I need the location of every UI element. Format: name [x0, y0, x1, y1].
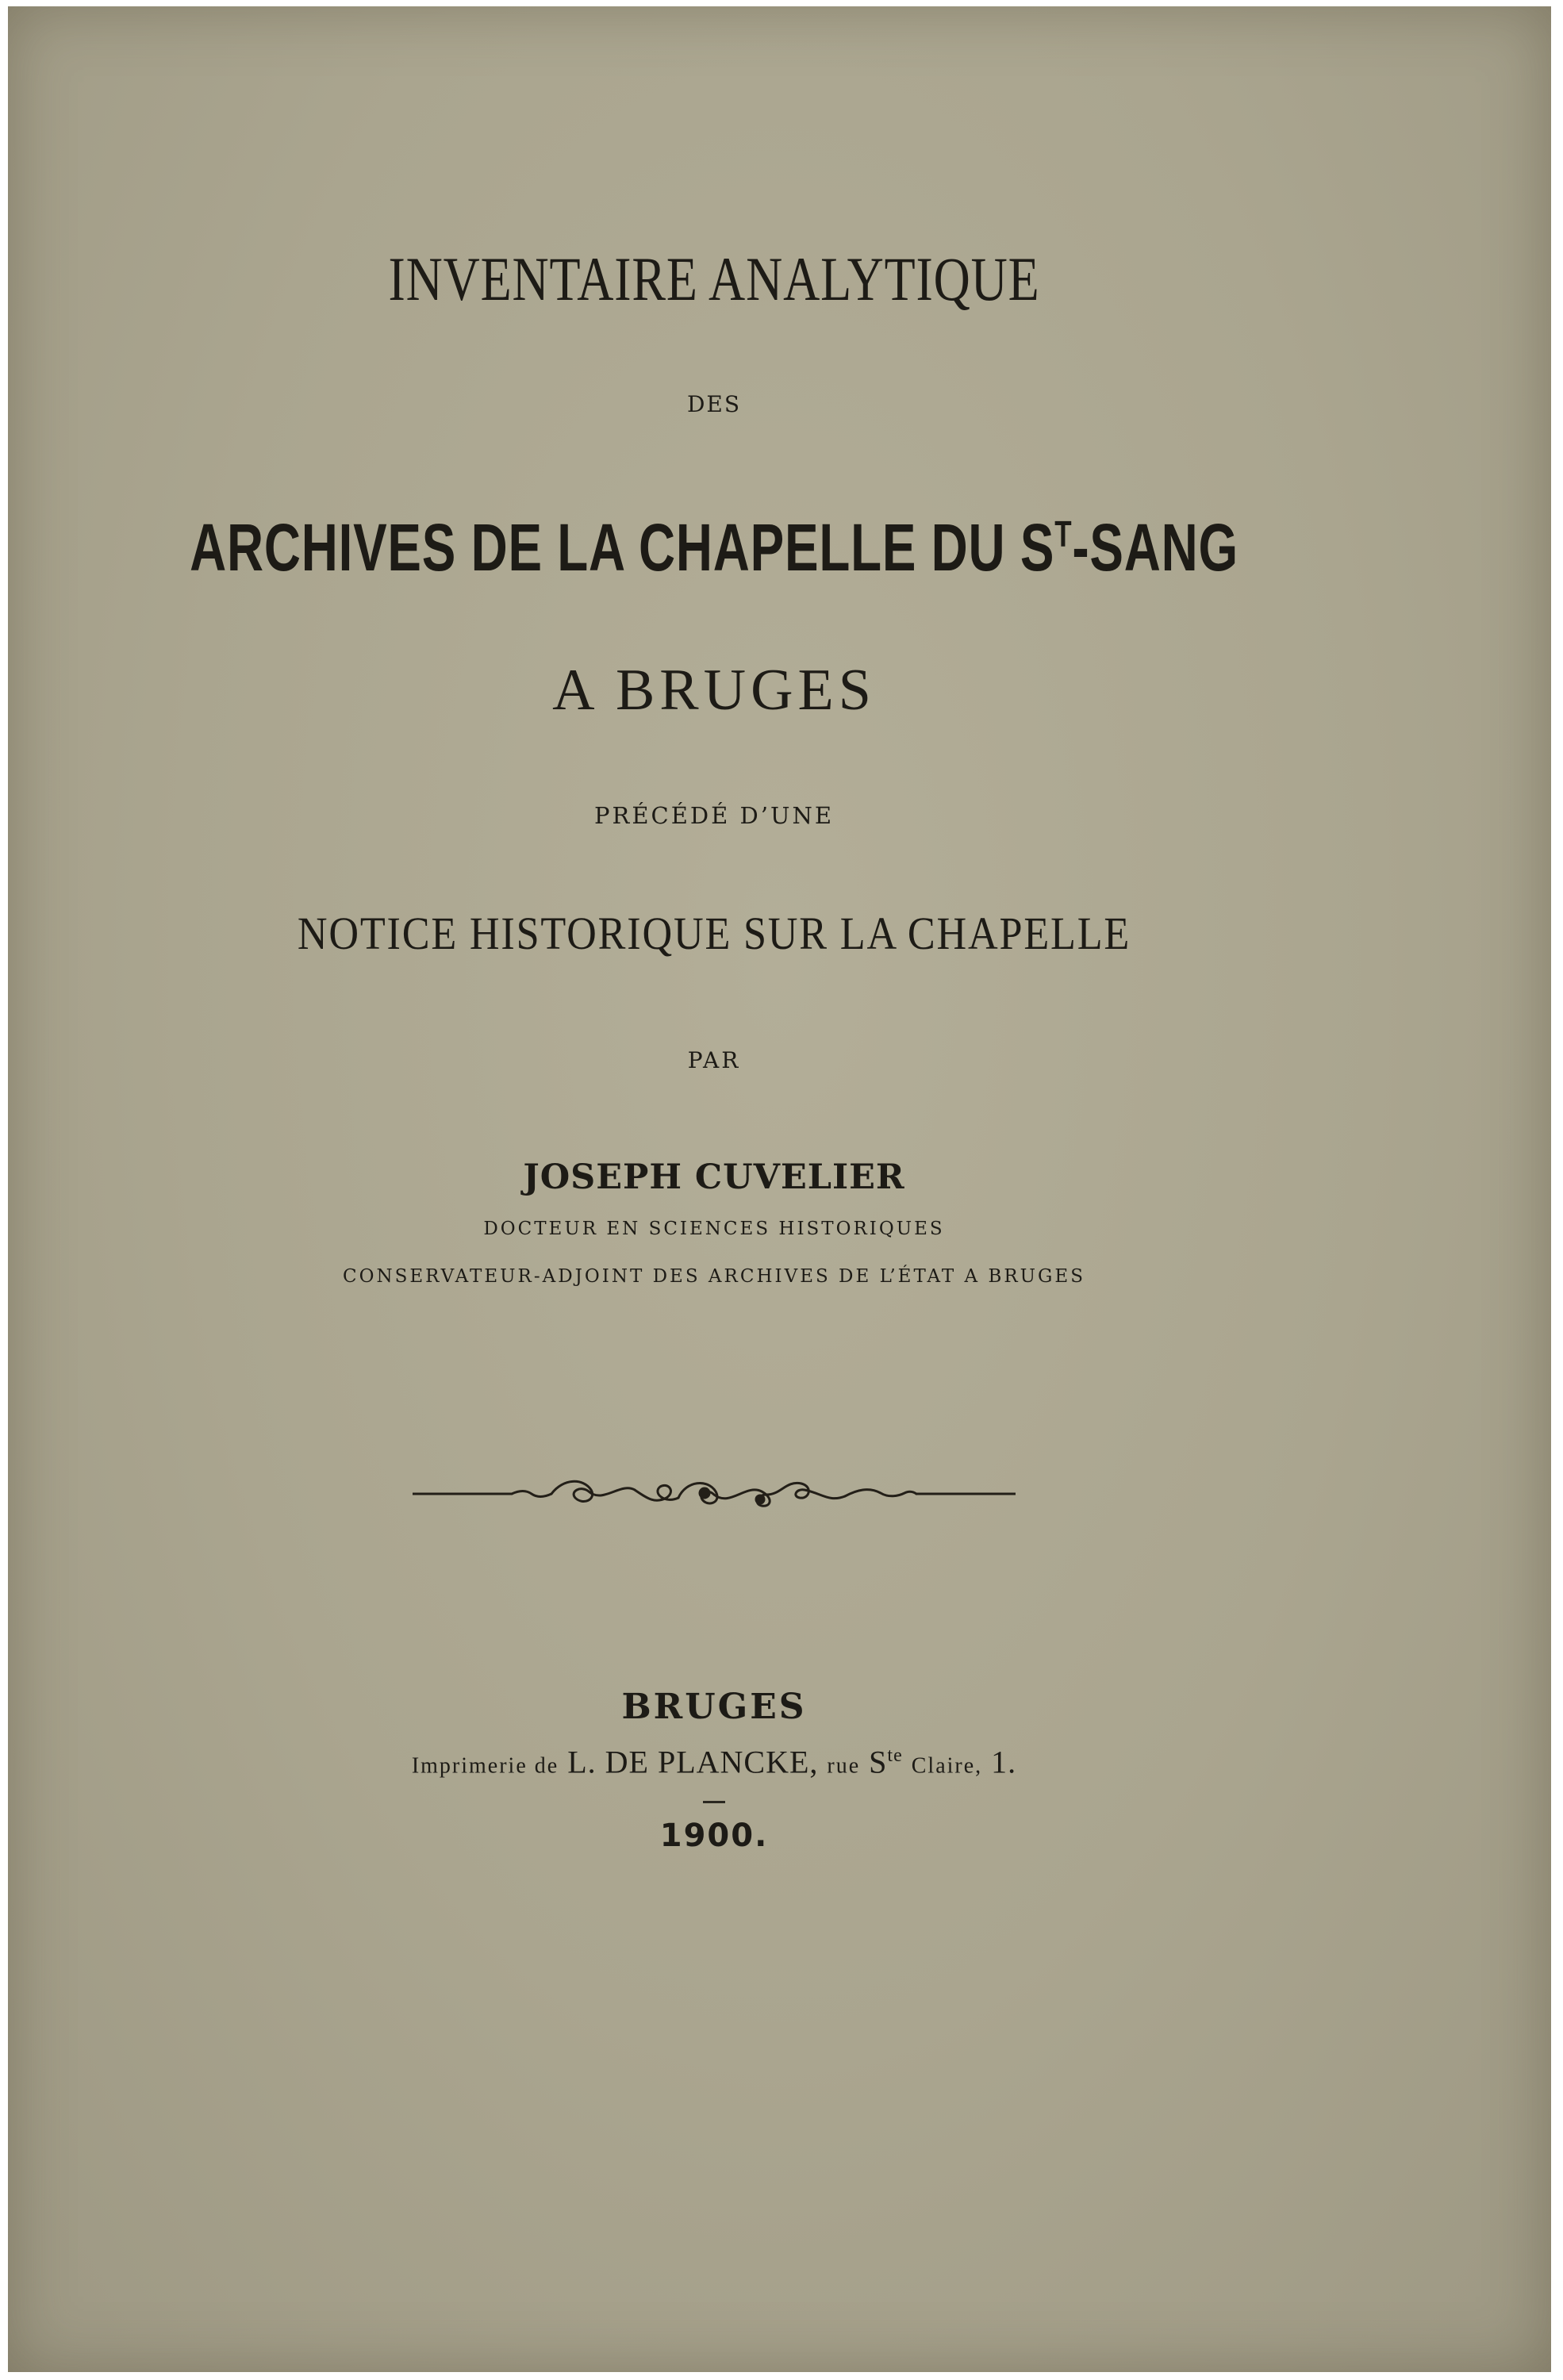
book-cover [8, 6, 1551, 2372]
title-line-2-superscript: T [1054, 513, 1073, 555]
printer-name: L. DE PLANCKE, [567, 1744, 819, 1780]
connector-des: DES [686, 391, 742, 417]
author-name: JOSEPH CUVELIER [523, 1157, 905, 1197]
ornament-divider-icon [413, 1466, 1016, 1522]
connector-precede: PRÉCÉDÉ D’UNE [594, 802, 834, 829]
author-role-2: CONSERVATEUR-ADJOINT DES ARCHIVES DE L’ÉTAT A BRUGES [343, 1266, 1085, 1287]
title-line-2-end: -SANG [1072, 510, 1238, 585]
title-line-2-main: ARCHIVES DE LA CHAPELLE DU S [190, 510, 1055, 585]
imprint-year: 1900. [659, 1818, 769, 1854]
imprint-printer [8, 1746, 1420, 1778]
title-line-2 [178, 510, 1251, 585]
connector-par: PAR [687, 1047, 741, 1073]
imprint-city: BRUGES [621, 1687, 807, 1727]
street-saint-superscript: te [887, 1745, 903, 1766]
title-line-1: INVENTAIRE ANALYTIQUE [388, 244, 1040, 313]
author-role-1: DOCTEUR EN SCIENCES HISTORIQUES [483, 1219, 945, 1239]
street-name: Claire, [911, 1753, 983, 1779]
street-saint: S [869, 1744, 888, 1780]
street-number: 1. [991, 1744, 1017, 1780]
title-line-3: A BRUGES [552, 658, 876, 723]
divider-rule [703, 1801, 725, 1803]
printer-prefix: Imprimerie de [411, 1753, 559, 1779]
title-line-4: NOTICE HISTORIQUE SUR LA CHAPELLE [297, 908, 1131, 959]
street-prefix: rue [827, 1753, 861, 1779]
